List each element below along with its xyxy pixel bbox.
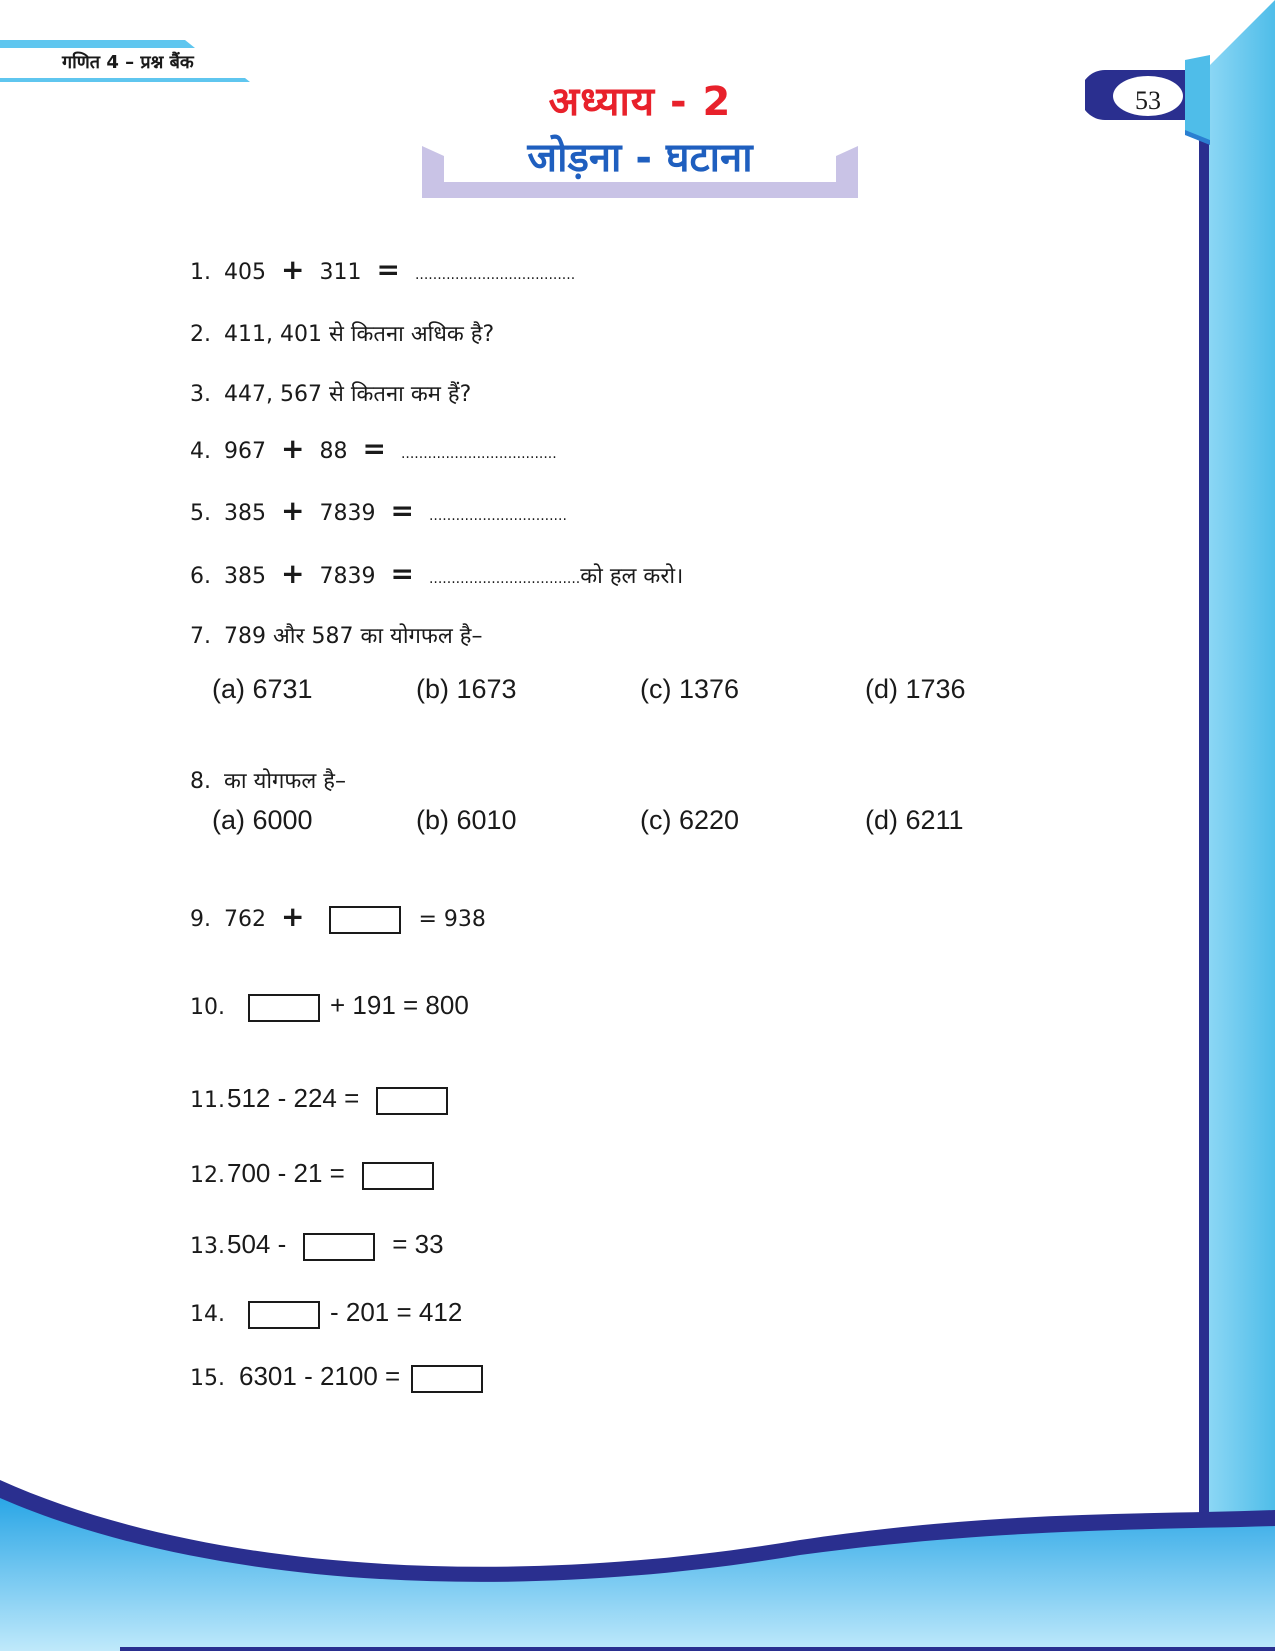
question-9: 9. 762 + = 938 [190,900,486,933]
option-c[interactable]: (c) 6220 [640,805,740,835]
answer-box[interactable] [362,1162,434,1190]
answer-box[interactable] [303,1233,375,1261]
question-10: 10. + 191 = 800 [190,990,469,1020]
question-7: 7. 789 और 587 का योगफल है– [190,624,483,649]
question-13: 13.504 - = 33 [190,1229,444,1259]
question-15: 15. 6301 - 2100 = [190,1361,493,1393]
answer-box[interactable] [376,1087,448,1115]
answer-box[interactable] [411,1365,483,1393]
answer-blank[interactable]: .................................. [428,571,581,587]
answer-box[interactable] [329,906,401,934]
right-ribbon-decoration [1185,0,1275,1560]
bottom-wave-decoration [0,1470,1275,1651]
question-6: 6. 385 + 7839 = ..................................को हल करो। [190,557,684,590]
answer-blank[interactable]: ............................... [428,508,567,524]
question-14: 14. - 201 = 412 [190,1297,463,1327]
option-d[interactable]: (d) 6211 [865,805,964,835]
question-1: 1. 405 + 311 = .................................... [190,253,576,286]
option-a[interactable]: (a) 6731 [212,674,313,704]
option-b[interactable]: (b) 6010 [416,805,517,835]
option-d[interactable]: (d) 1736 [865,674,966,704]
option-b[interactable]: (b) 1673 [416,674,517,704]
option-a[interactable]: (a) 6000 [212,805,313,835]
question-11: 11.512 - 224 = [190,1083,458,1115]
question-4: 4. 967 + 88 = ................................... [190,432,557,465]
question-8: 8. का योगफल है– [190,769,346,794]
page-number: 53 [1135,86,1161,115]
book-title: गणित 4 – प्रश्न बैंक [62,52,194,73]
question-2: 2. 411, 401 से कितना अधिक है? [190,322,495,347]
question-5: 5. 385 + 7839 = ............................... [190,494,567,527]
chapter-label: अध्याय - 2 [548,79,732,125]
option-c[interactable]: (c) 1376 [640,674,740,704]
answer-blank[interactable]: ................................... [400,446,557,462]
chapter-title: जोड़ना - घटाना [527,135,753,181]
answer-box[interactable] [248,1301,320,1329]
question-12: 12.700 - 21 = [190,1158,444,1190]
answer-box[interactable] [248,994,320,1022]
answer-blank[interactable]: .................................... [414,267,576,283]
question-3: 3. 447, 567 से कितना कम हैं? [190,382,472,407]
